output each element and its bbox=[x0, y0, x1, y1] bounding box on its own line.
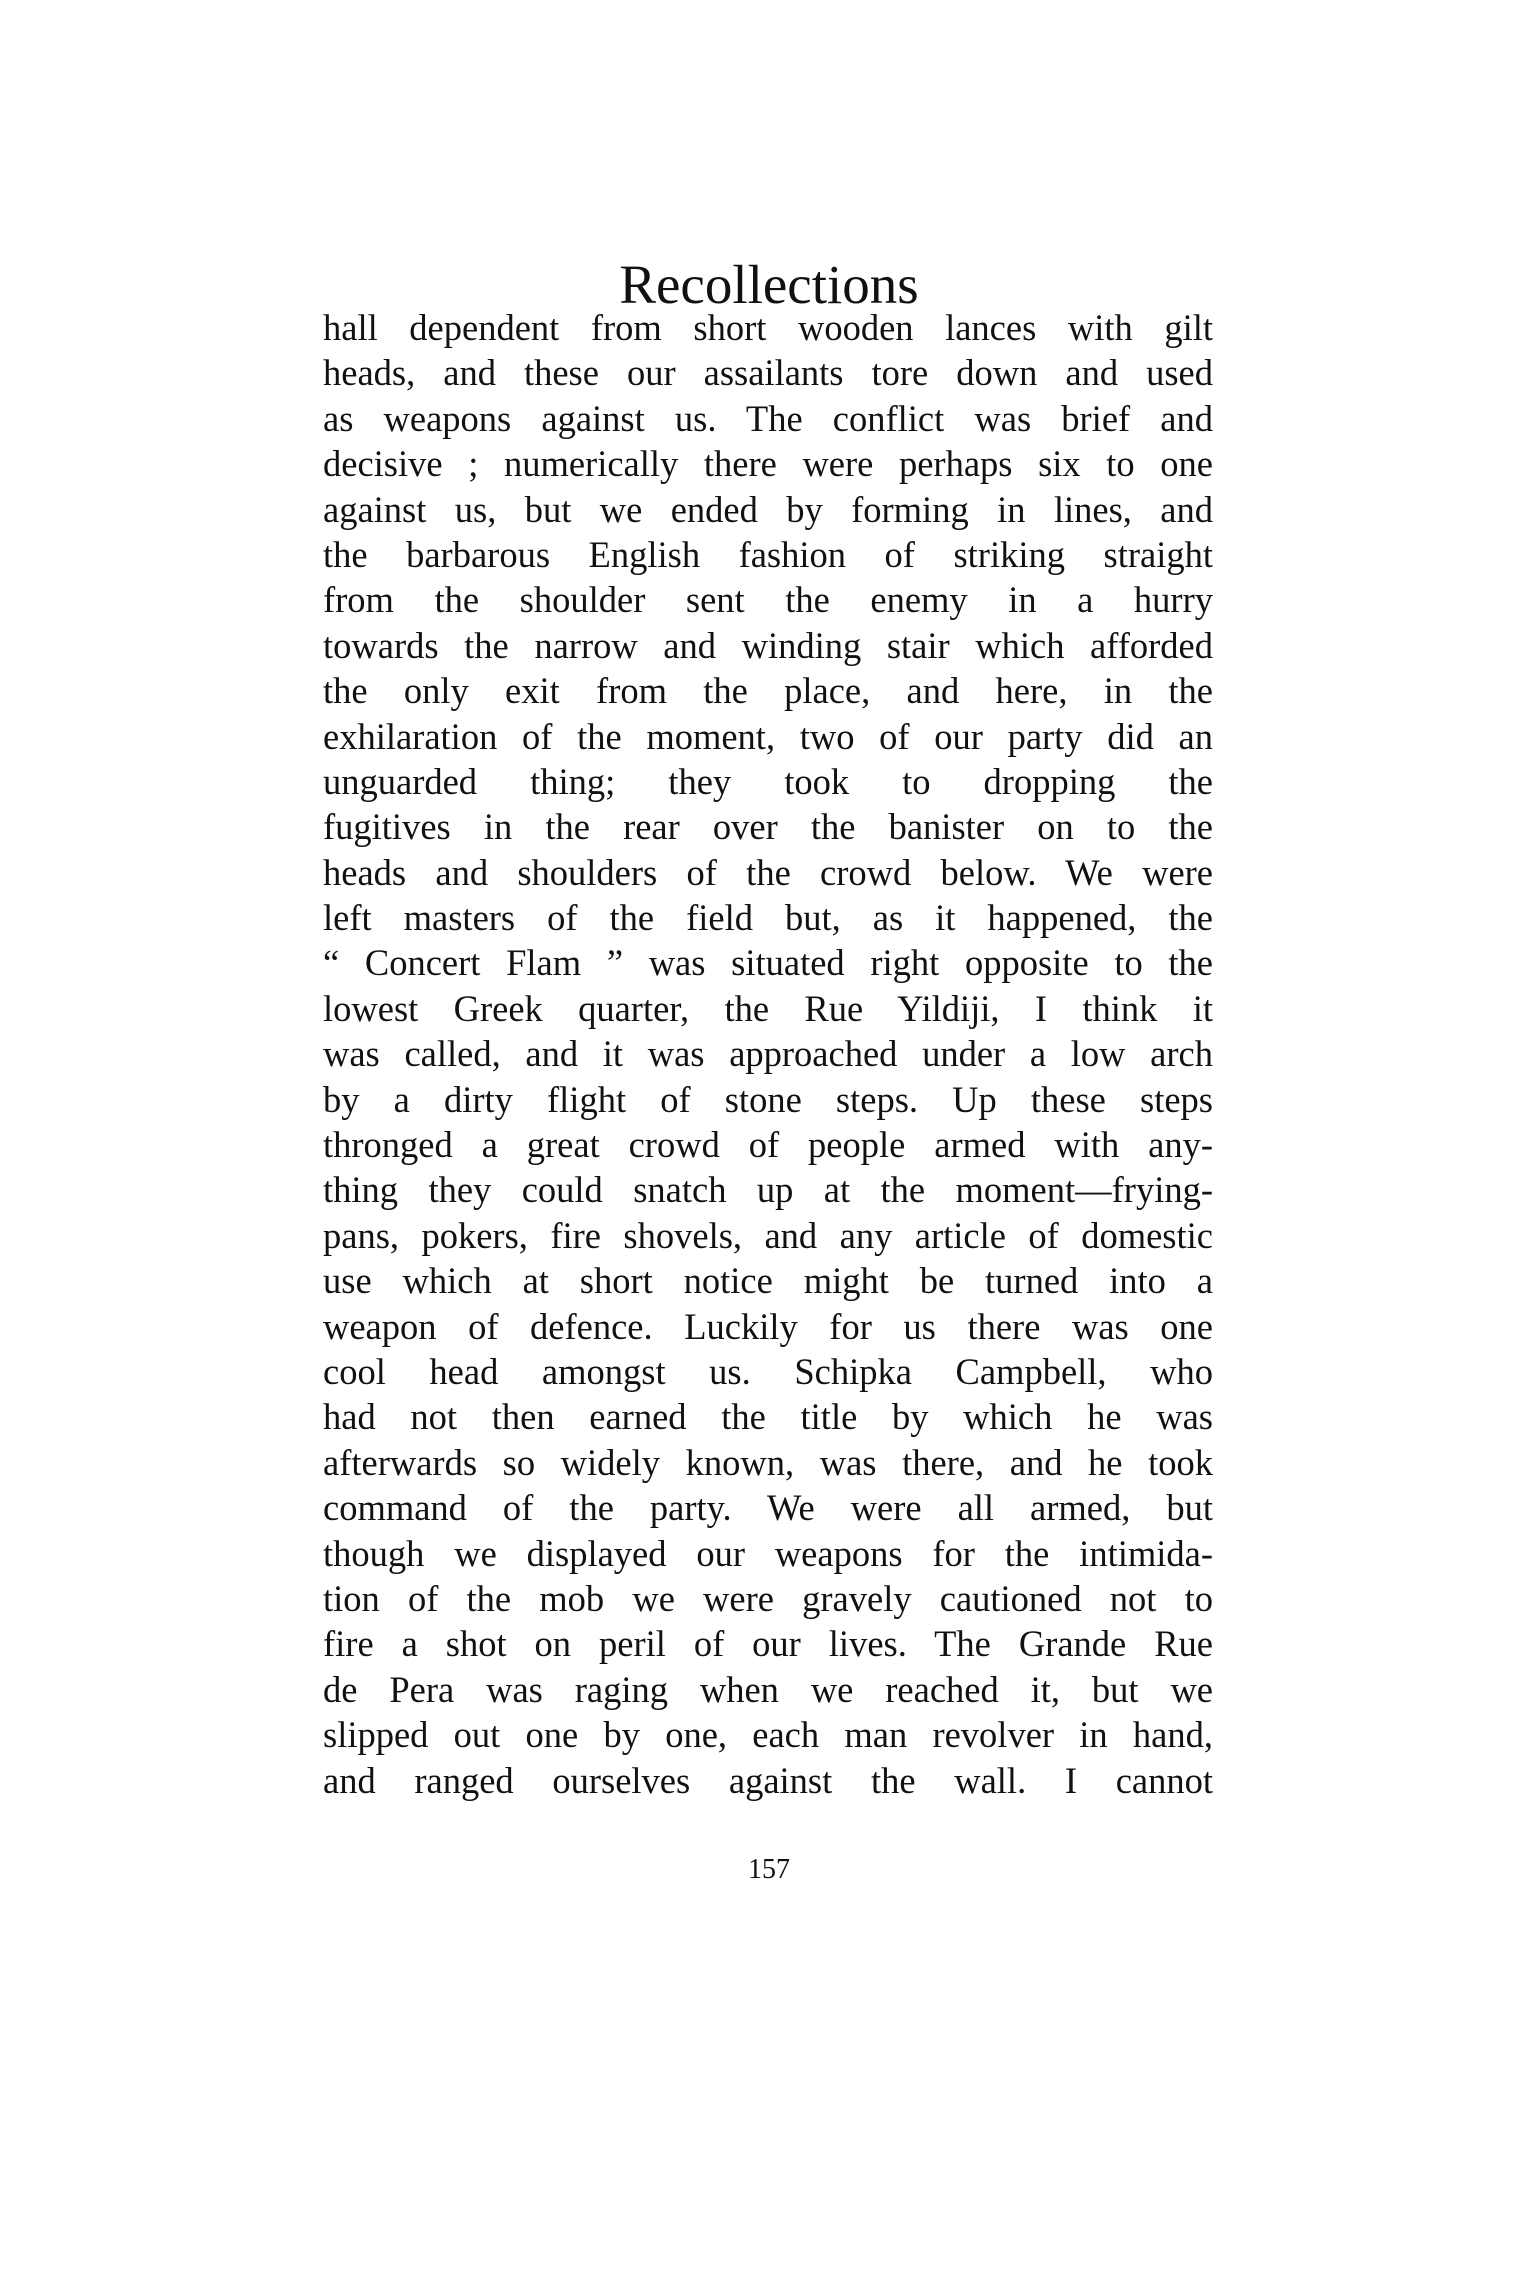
body-text bbox=[323, 305, 1213, 1803]
text-line: “ Concert Flam ” was situated right opposite to the bbox=[323, 942, 1213, 984]
text-line: thronged a great crowd of people armed with any- bbox=[323, 1124, 1213, 1166]
text-line: heads and shoulders of the crowd below. We were bbox=[323, 851, 1213, 893]
text-line: the barbarous English fashion of striking straight bbox=[323, 533, 1213, 575]
text-line: had not then earned the title by which he was bbox=[323, 1396, 1213, 1438]
text-line: slipped out one by one, each man revolver in hand, bbox=[323, 1714, 1213, 1756]
text-line: fugitives in the rear over the banister on to the bbox=[323, 806, 1213, 848]
text-line: unguarded thing; they took to dropping the bbox=[323, 760, 1213, 802]
text-line: weapon of defence. Luckily for us there was one bbox=[323, 1305, 1213, 1347]
text-line: against us, but we ended by forming in lines, and bbox=[323, 488, 1213, 530]
text-line: thing they could snatch up at the moment—frying- bbox=[323, 1169, 1213, 1211]
text-line: pans, pokers, fire shovels, and any article of domestic bbox=[323, 1214, 1213, 1256]
text-line: tion of the mob we were gravely cautioned not to bbox=[323, 1577, 1213, 1619]
text-line: heads, and these our assailants tore down and used bbox=[323, 352, 1213, 394]
text-line: left masters of the field but, as it happened, the bbox=[323, 897, 1213, 939]
text-line: as weapons against us. The conflict was brief and bbox=[323, 397, 1213, 439]
text-line: from the shoulder sent the enemy in a hurry bbox=[323, 579, 1213, 621]
text-line: afterwards so widely known, was there, and he took bbox=[323, 1441, 1213, 1483]
text-line: by a dirty flight of stone steps. Up these steps bbox=[323, 1078, 1213, 1120]
text-line: the only exit from the place, and here, in the bbox=[323, 670, 1213, 712]
text-line: fire a shot on peril of our lives. The Grande Rue bbox=[323, 1623, 1213, 1665]
text-line: was called, and it was approached under a low arch bbox=[323, 1033, 1213, 1075]
text-line: decisive ; numerically there were perhaps six to one bbox=[323, 443, 1213, 485]
page-number: 157 bbox=[748, 1854, 790, 1885]
text-line: hall dependent from short wooden lances with gilt bbox=[323, 307, 1213, 348]
text-line: lowest Greek quarter, the Rue Yildiji, I think it bbox=[323, 987, 1213, 1029]
text-line: towards the narrow and winding stair which afforded bbox=[323, 624, 1213, 666]
text-line: though we displayed our weapons for the intimida- bbox=[323, 1532, 1213, 1574]
text-line: command of the party. We were all armed, but bbox=[323, 1487, 1213, 1529]
text-line: use which at short notice might be turned into a bbox=[323, 1260, 1213, 1302]
running-title: Recollections bbox=[619, 254, 919, 315]
text-line: exhilaration of the moment, two of our party did an bbox=[323, 715, 1213, 757]
text-line: cool head amongst us. Schipka Campbell, who bbox=[323, 1350, 1213, 1392]
text-line: de Pera was raging when we reached it, but we bbox=[323, 1668, 1213, 1710]
text-line: and ranged ourselves against the wall. I cannot bbox=[323, 1759, 1213, 1801]
